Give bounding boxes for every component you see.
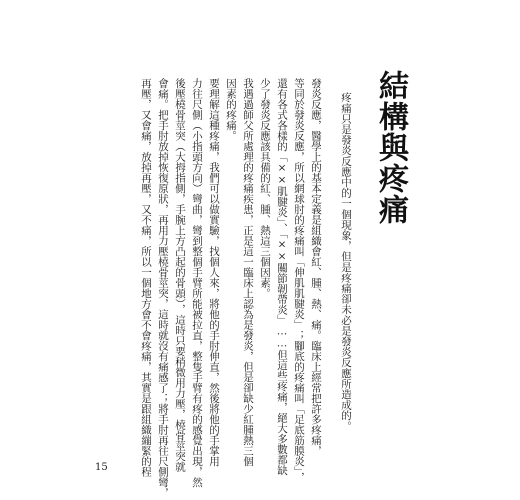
chapter-subtitle: 疼痛只是發炎反應中的一個現象，但是疼痛卻未必是發炎反應所造成的。 (340, 92, 352, 432)
body-line: 力往尺側（小指頭方向）彎曲，彎到整個手臂所能被拉直，整隻手臂有疼的感覺出現，然 (191, 78, 203, 488)
page-number: 15 (95, 462, 108, 473)
body-line: 因素的疼痛。 (225, 78, 237, 141)
chapter-title: 結構與疼痛 (373, 70, 408, 225)
body-line: 要理解這種疼痛，我們可以做實驗，找個人來，將他的手肘伸直，然後將他的手掌用 (208, 78, 220, 467)
body-line: 後壓橈骨莖突（大拇指側，手腕上方凸起的骨頭），這時只要稍微用力壓，橈骨莖突就 (174, 78, 186, 472)
body-line: 再壓，又會痛，放掉再壓，又不痛，所以一個地方會不會疼痛，其實是跟組織繃緊的程 (140, 78, 152, 477)
body-line: 我遇過師父所處理的疼痛疾患，正是這一臨床上認為是發炎，但是卻缺少紅腫熱三個 (242, 78, 254, 467)
body-line: 發炎反應，醫學上的基本定義是組織會紅、腫、熱、痛。臨床上經常把許多疼痛， (310, 78, 322, 456)
body-line: 還有各式各樣的「××肌腱炎」、「××關節韌帶炎」……但這些疼痛，絕大多數都缺 (276, 78, 288, 476)
body-line: 會痛。把手肘放掉恢復原狀，再用力壓橈骨莖突，這時就沒有痛感了；將手肘再往尺側彎， (157, 78, 169, 498)
body-line: 少了發炎反應該具備的紅、腫、熱這三個因素。 (259, 78, 271, 299)
body-text (134, 78, 324, 498)
body-line: 等同於發炎反應，所以網球肘的疼痛叫「伸肌肌腱炎」；腳底的疼痛叫「足底筋膜炎」， (293, 78, 305, 483)
